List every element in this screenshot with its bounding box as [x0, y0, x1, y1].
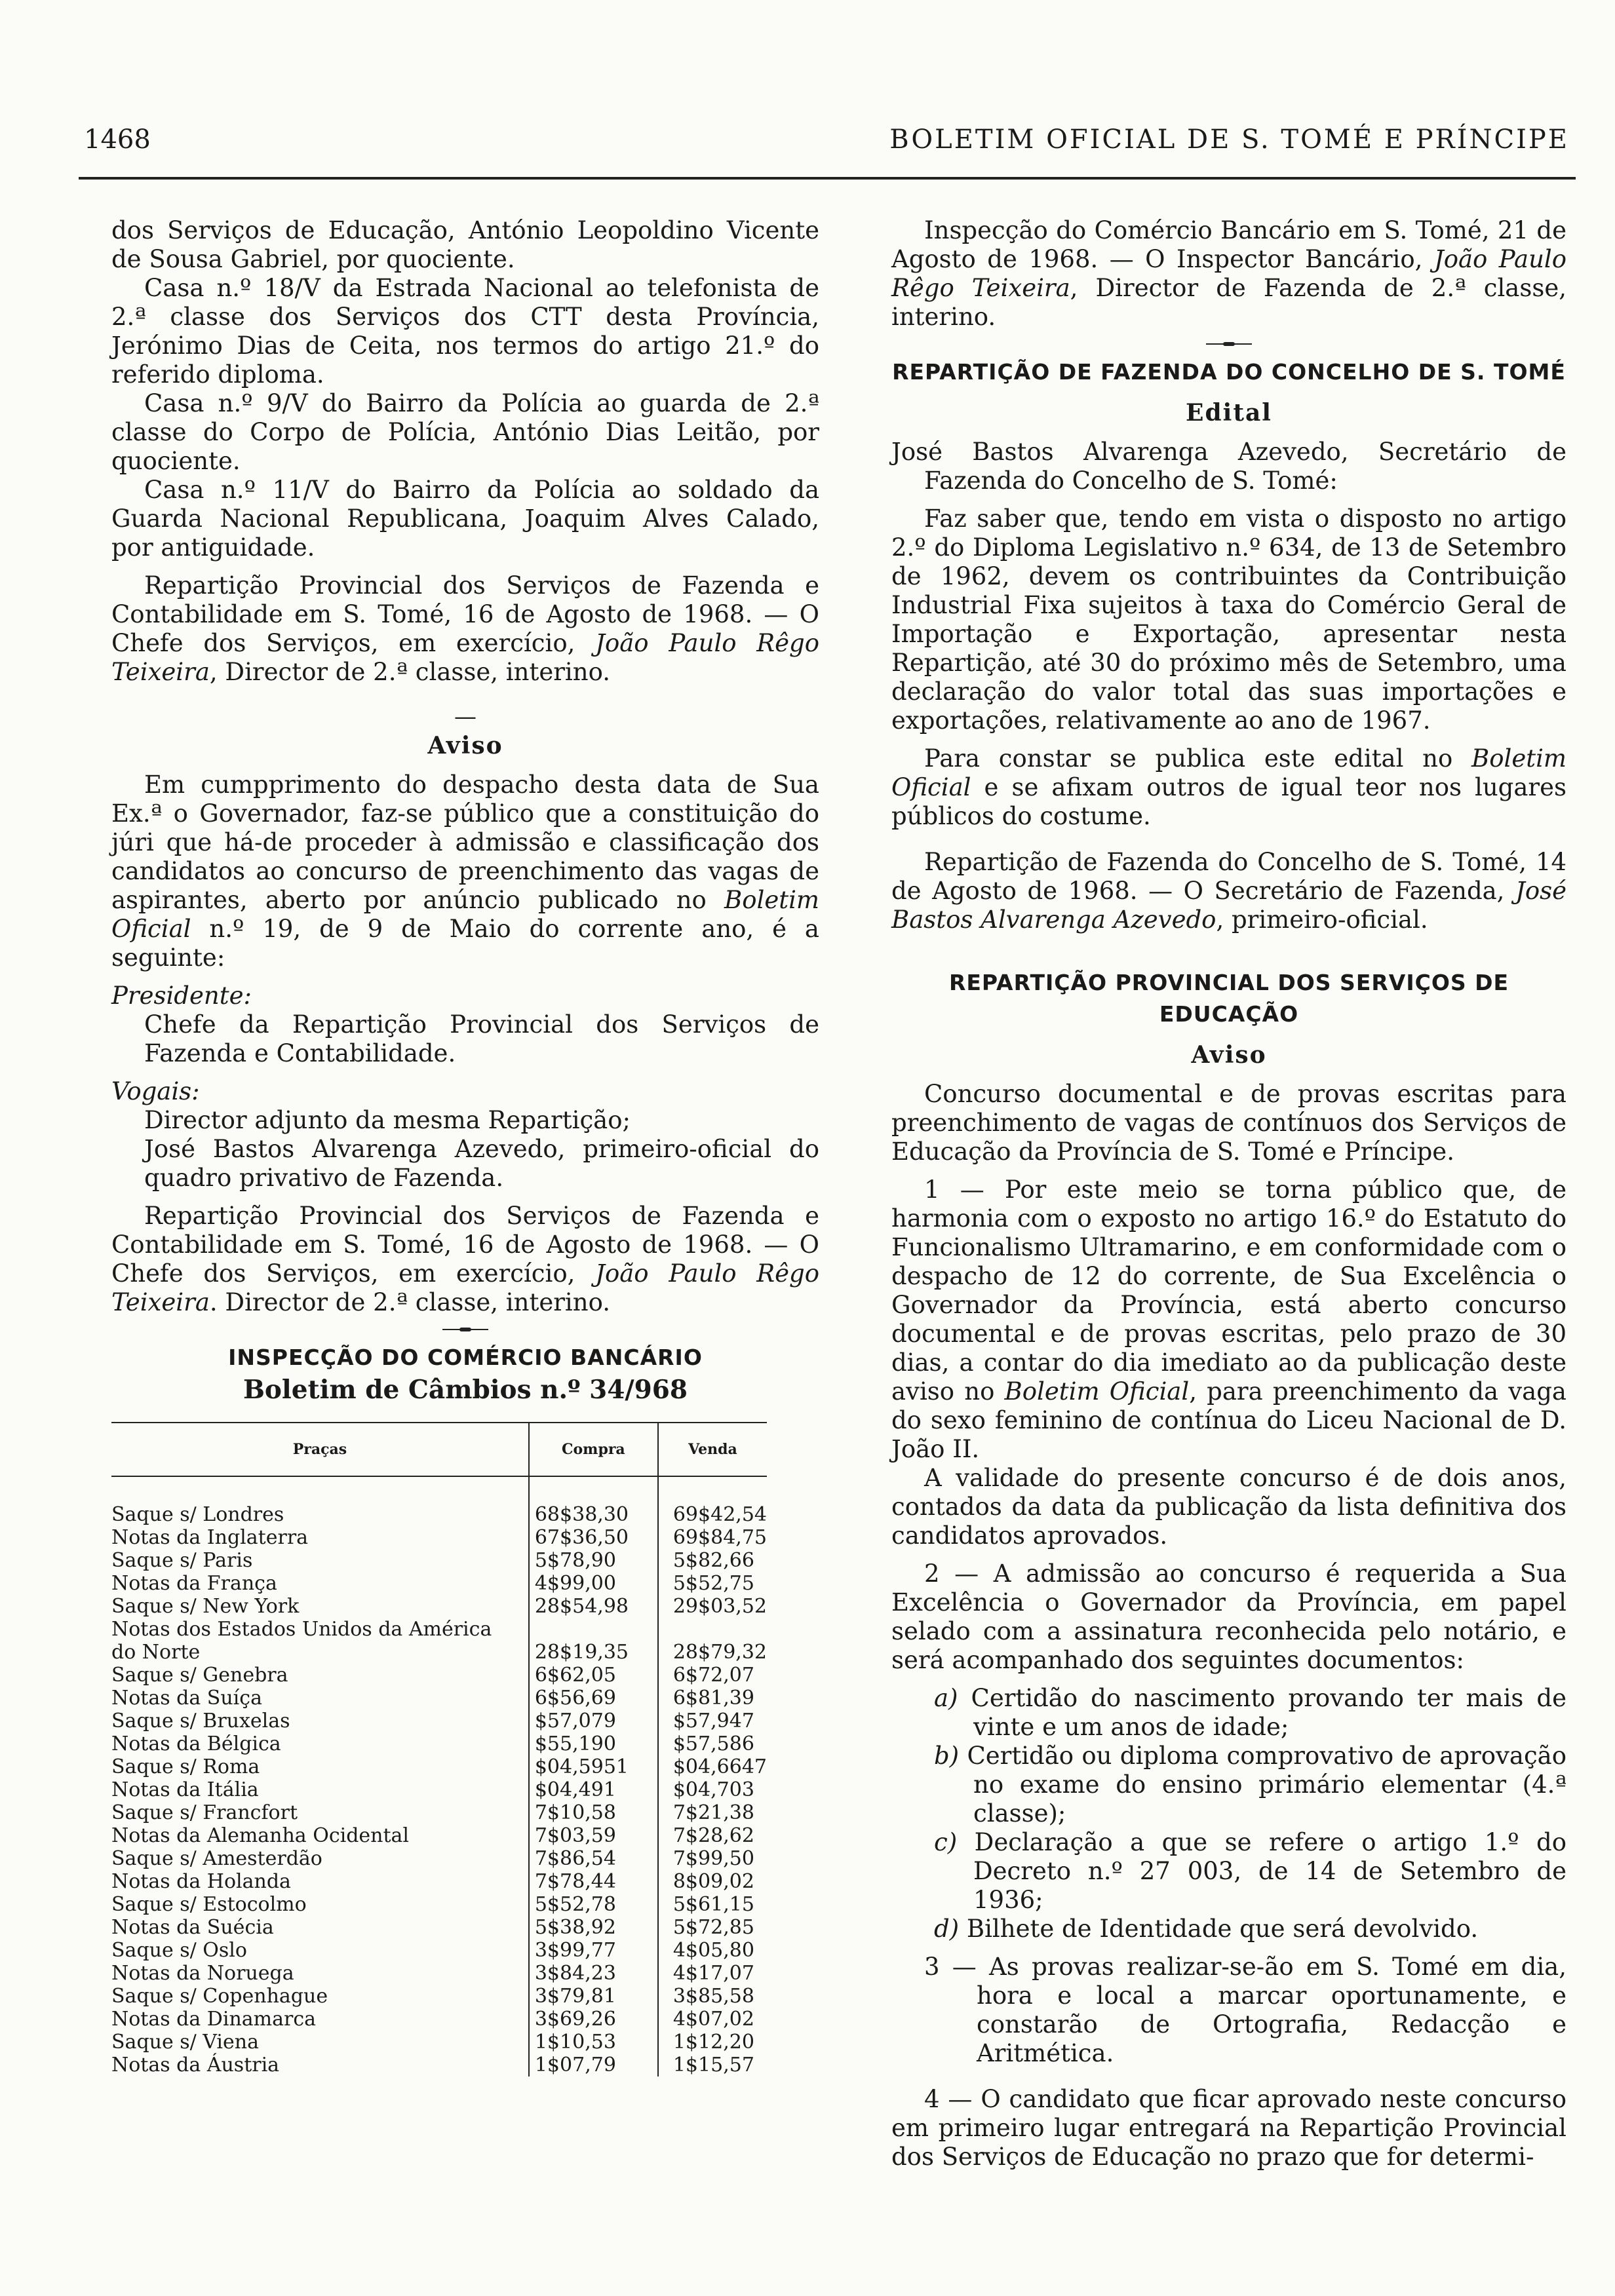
praca-cell: Notas dos Estados Unidos da América — [111, 1618, 492, 1641]
compra-cell: 3$69,26 — [529, 2008, 658, 2031]
documents-list — [891, 1684, 1566, 1943]
praca-cell: Notas da Alemanha Ocidental — [111, 1824, 410, 1847]
venda-cell: 69$42,54 — [672, 1503, 767, 1526]
praca-cell: do Norte — [111, 1641, 201, 1664]
document-item — [891, 1742, 1566, 1828]
concurso-item-2: 2 — A admissão ao concurso é requerida a Sua Excelência o Governador da Província, em papel selado com a assinatura reconhecida pelo notário, e será acompanhado dos seguintes documentos: — [891, 1559, 1566, 1674]
section-ornament — [1206, 342, 1252, 346]
document-item — [891, 1915, 1566, 1943]
concurso-item-3: 3 — As provas realizar-se-ão em S. Tomé em dia, hora e local a marcar oportunamente, e constarão de Ortografia, Redacção e Aritmética. — [924, 1953, 1566, 2067]
right-column — [891, 216, 1566, 2172]
table-row — [111, 1985, 767, 2008]
venda-cell: $04,6647 — [672, 1755, 767, 1778]
section-ornament — [442, 1328, 488, 1331]
presidente-label: Presidente: — [111, 982, 252, 1010]
compra-cell — [529, 1618, 658, 1641]
cambios-title: Boletim de Câmbios n.º 34/968 — [243, 1375, 688, 1405]
compra-cell: 67$36,50 — [529, 1526, 658, 1549]
compra-cell: 3$84,23 — [529, 1962, 658, 1985]
signatory-name: João Paulo Rêgo Teixeira — [891, 245, 1567, 302]
compra-cell: 3$79,81 — [529, 1985, 658, 2008]
table-row — [111, 1916, 767, 1939]
signature-paragraph: Repartição Provincial dos Serviços de Fazenda e Contabilidade em S. Tomé, 16 de Agosto de 1968. — O Chefe dos Serviços, em exercício, João Paulo Rêgo Teixeira, Director de 2.ª classe, interino. — [111, 571, 819, 686]
praca-cell: Saque s/ Copenhague — [111, 1985, 328, 2008]
vogal-item: José Bastos Alvarenga Azevedo, primeiro-oficial do quadro privativo de Fazenda. — [144, 1135, 819, 1192]
table-row — [111, 1801, 767, 1824]
housing-item: Casa n.º 9/V do Bairro da Polícia ao guarda de 2.ª classe do Corpo de Polícia, António Dias Leitão, por quociente. — [111, 389, 819, 475]
venda-cell: 5$82,66 — [672, 1549, 754, 1572]
venda-cell: 7$99,50 — [672, 1847, 754, 1870]
table-header-venda: Venda — [658, 1423, 767, 1476]
table-row — [111, 2054, 767, 2076]
praca-cell: Saque s/ Paris — [111, 1549, 253, 1572]
concurso-item-1: 1 — Por este meio se torna público que, de harmonia com o exposto no artigo 16.º do Estatuto do Funcionalismo Ultramarino, e em conformidade com o despacho de 12 do corrente, de Sua Excelência o Governador da Província, está aberto concurso documental e de provas escritas, pelo prazo de 30 dias, a contar do dia imediato ao da publicação deste aviso no Boletim Oficial, para preenchimento da vaga do sexo feminino de contínua do Liceu Nacional de D. João II. — [891, 1176, 1566, 1463]
compra-cell: 7$78,44 — [529, 1870, 658, 1893]
document-item — [891, 1828, 1566, 1915]
edital-signature: Repartição de Fazenda do Concelho de S. Tomé, 14 de Agosto de 1968. — O Secretário de Fazenda, José Bastos Alvarenga Azevedo, primeiro-oficial. — [891, 848, 1566, 934]
compra-cell: 7$03,59 — [529, 1824, 658, 1847]
housing-item: Casa n.º 11/V do Bairro da Polícia ao soldado da Guarda Nacional Republicana, Joaquim Alves Calado, por antiguidade. — [111, 476, 819, 562]
signatory-name: João Paulo Rêgo Teixeira — [111, 1259, 819, 1316]
compra-cell: 5$52,78 — [529, 1893, 658, 1916]
table-row — [111, 1755, 767, 1778]
praca-cell: Saque s/ Amesterdão — [111, 1847, 322, 1870]
venda-cell: 1$15,57 — [672, 2054, 754, 2076]
compra-cell: 28$54,98 — [529, 1595, 658, 1618]
table-row — [111, 1939, 767, 1962]
header-rule — [79, 177, 1576, 180]
compra-cell: 5$38,92 — [529, 1916, 658, 1939]
praca-cell: Saque s/ Genebra — [111, 1664, 288, 1687]
compra-cell: $57,079 — [529, 1710, 658, 1732]
exchange-rate-table — [111, 1422, 767, 2076]
left-column — [111, 216, 819, 2076]
table-row — [111, 1893, 767, 1916]
rep-educacao-title: REPARTIÇÃO PROVINCIAL DOS SERVIÇOS DE EDUCAÇÃO — [948, 970, 1509, 1027]
validade-paragraph: A validade do presente concurso é de dois anos, contados da data da publicação da lista definitiva dos candidatos aprovados. — [891, 1464, 1566, 1550]
table-row — [111, 1476, 767, 1526]
praca-cell: Notas da Suíça — [111, 1687, 262, 1710]
table-row — [111, 1687, 767, 1710]
table-row — [111, 2031, 767, 2054]
aviso-title: Aviso — [427, 732, 503, 759]
vogais-label: Vogais: — [111, 1077, 200, 1105]
edital-paragraph: Para constar se publica este edital no Boletim Oficial e se afixam outros de igual teor nos lugares públicos do costume. — [891, 744, 1566, 830]
edital-author: José Bastos Alvarenga Azevedo, Secretário de Fazenda do Concelho de S. Tomé: — [891, 438, 1566, 495]
edital-paragraph: Faz saber que, tendo em vista o disposto no artigo 2.º do Diploma Legislativo n.º 634, de 13 de Setembro de 1962, devem os contribuintes da Contribuição Industrial Fixa sujeitos à taxa do Comércio Geral de Importação e Exportação, apresentar nesta Repartição, até 30 do próximo mês de Setembro, uma declaração do valor total das suas importações e exportações, relativamente ao ano de 1967. — [891, 505, 1566, 735]
table-row — [111, 1870, 767, 1893]
compra-cell: 5$78,90 — [529, 1549, 658, 1572]
compra-cell: 28$19,35 — [529, 1641, 658, 1664]
document-item-text: Certidão ou diploma comprovativo de aprovação no exame do ensino primário elementar (4.ª classe); — [967, 1742, 1566, 1827]
document-item — [891, 1684, 1566, 1742]
praca-cell: Notas da Inglaterra — [111, 1526, 309, 1549]
venda-cell: 69$84,75 — [672, 1526, 767, 1549]
venda-cell: 5$52,75 — [672, 1572, 754, 1595]
compra-cell: 7$86,54 — [529, 1847, 658, 1870]
section-dash: — — [454, 704, 477, 730]
compra-cell: 1$07,79 — [529, 2054, 658, 2076]
praca-cell: Notas da Suécia — [111, 1916, 274, 1939]
compra-cell: 3$99,77 — [529, 1939, 658, 1962]
venda-cell: 4$05,80 — [672, 1939, 754, 1962]
compra-cell: 1$10,53 — [529, 2031, 658, 2054]
venda-cell: 6$72,07 — [672, 1664, 754, 1687]
table-row — [111, 1641, 767, 1664]
venda-cell: 1$12,20 — [672, 2031, 754, 2054]
venda-cell: 3$85,58 — [672, 1985, 754, 2008]
praca-cell: Saque s/ New York — [111, 1595, 300, 1618]
table-row — [111, 1549, 767, 1572]
praca-cell: Saque s/ Francfort — [111, 1801, 298, 1824]
signatory-name: João Paulo Rêgo Teixeira — [111, 629, 819, 686]
venda-cell: 5$72,85 — [672, 1916, 754, 1939]
venda-cell: 29$03,52 — [672, 1595, 767, 1618]
page-number: 1468 — [84, 124, 151, 155]
venda-cell: 5$61,15 — [672, 1893, 754, 1916]
venda-cell: 6$81,39 — [672, 1687, 754, 1710]
praca-cell: Saque s/ Londres — [111, 1503, 284, 1526]
venda-cell: 7$21,38 — [672, 1801, 754, 1824]
praca-cell: Notas da Noruega — [111, 1962, 294, 1985]
compra-cell: $04,491 — [529, 1778, 658, 1801]
edital-title: Edital — [1186, 399, 1272, 427]
table-row — [111, 1618, 767, 1641]
vogal-item: Director adjunto da mesma Repartição; — [144, 1106, 631, 1134]
table-row — [111, 1526, 767, 1549]
compra-cell: 6$56,69 — [529, 1687, 658, 1710]
publication-title: BOLETIM OFICIAL DE S. TOMÉ E PRÍNCIPE — [889, 124, 1569, 155]
table-row — [111, 1824, 767, 1847]
compra-cell: $55,190 — [529, 1732, 658, 1755]
compra-cell: 68$38,30 — [529, 1476, 658, 1526]
document-item-label: a) — [934, 1684, 958, 1712]
compra-cell: 4$99,00 — [529, 1572, 658, 1595]
table-row — [111, 1664, 767, 1687]
concurso-intro: Concurso documental e de provas escritas para preenchimento de vagas de contínuos dos Serviços de Educação da Província de S. Tomé e Príncipe. — [891, 1080, 1566, 1166]
praca-cell: Saque s/ Bruxelas — [111, 1710, 290, 1732]
praca-cell: Saque s/ Estocolmo — [111, 1893, 307, 1916]
praca-cell: Notas da Áustria — [111, 2054, 280, 2076]
signature-paragraph: Repartição Provincial dos Serviços de Fazenda e Contabilidade em S. Tomé, 16 de Agosto de 1968. — O Chefe dos Serviços, em exercício, João Paulo Rêgo Teixeira. Director de 2.ª classe, interino. — [111, 1202, 819, 1316]
document-item-label: c) — [934, 1828, 958, 1856]
table-row — [111, 1572, 767, 1595]
praca-cell: Notas da Holanda — [111, 1870, 291, 1893]
document-item-label: b) — [934, 1742, 960, 1770]
praca-cell: Saque s/ Viena — [111, 2031, 259, 2054]
document-item-text: Declaração a que se refere o artigo 1.º do Decreto n.º 27 003, de 14 de Setembro de 1936; — [973, 1828, 1567, 1914]
table-header-compra: Compra — [529, 1423, 658, 1476]
venda-cell: 8$09,02 — [672, 1870, 754, 1893]
compra-cell: 7$10,58 — [529, 1801, 658, 1824]
venda-cell: 4$17,07 — [672, 1962, 754, 1985]
document-item-text: Bilhete de Identidade que será devolvido. — [966, 1915, 1479, 1943]
praca-cell: Saque s/ Roma — [111, 1755, 260, 1778]
table-row — [111, 1710, 767, 1732]
table-row — [111, 2008, 767, 2031]
compra-cell: $04,5951 — [529, 1755, 658, 1778]
praca-cell: Notas da Dinamarca — [111, 2008, 317, 2031]
venda-cell: 28$79,32 — [672, 1641, 767, 1664]
compra-cell: 6$62,05 — [529, 1664, 658, 1687]
praca-cell: Saque s/ Oslo — [111, 1939, 247, 1962]
concurso-item-4: 4 — O candidato que ficar aprovado neste concurso em primeiro lugar entregará na Repartição Provincial dos Serviços de Educação no prazo que for determi- — [891, 2085, 1566, 2171]
aviso-paragraph: Em cumpprimento do despacho desta data de Sua Ex.ª o Governador, faz-se público que a constituição do júri que há-de proceder à admissão e classificação dos candidatos ao concurso de preenchimento das vagas de aspirantes, aberto por anúncio publicado no Boletim Oficial n.º 19, de 9 de Maio do corrente ano, é a seguinte: — [111, 771, 819, 972]
table-header-pracas: Praças — [111, 1423, 529, 1476]
venda-cell: $04,703 — [672, 1778, 754, 1801]
housing-item: Casa n.º 18/V da Estrada Nacional ao telefonista de 2.ª classe dos Serviços dos CTT desta Província, Jerónimo Dias de Ceita, nos termos do artigo 21.º do referido diploma. — [111, 274, 819, 389]
table-row — [111, 1847, 767, 1870]
signatory-name: José Bastos Alvarenga Azevedo — [891, 877, 1566, 934]
praca-cell: Notas da França — [111, 1572, 277, 1595]
venda-cell: 7$28,62 — [672, 1824, 754, 1847]
praca-cell: Notas da Itália — [111, 1778, 259, 1801]
table-row — [111, 1595, 767, 1618]
venda-cell: $57,586 — [672, 1732, 754, 1755]
presidente-text: Chefe da Repartição Provincial dos Serviços de Fazenda e Contabilidade. — [144, 1010, 819, 1067]
venda-cell: 4$07,02 — [672, 2008, 754, 2031]
inspeccao-signature: Inspecção do Comércio Bancário em S. Tomé, 21 de Agosto de 1968. — O Inspector Bancário, João Paulo Rêgo Teixeira, Director de Fazenda de 2.ª classe, interino. — [891, 216, 1567, 331]
venda-cell — [658, 1618, 767, 1641]
aviso2-title: Aviso — [1191, 1041, 1267, 1069]
intro-paragraph: dos Serviços de Educação, António Leopoldino Vicente de Sousa Gabriel, por quociente. — [111, 216, 819, 273]
table-row — [111, 1732, 767, 1755]
rep-fazenda-title: REPARTIÇÃO DE FAZENDA DO CONCELHO DE S. TOMÉ — [892, 359, 1566, 385]
table-row — [111, 1778, 767, 1801]
praca-cell: Notas da Bélgica — [111, 1732, 281, 1755]
document-item-text: Certidão do nascimento provando ter mais de vinte e um anos de idade; — [971, 1684, 1567, 1741]
table-row — [111, 1962, 767, 1985]
venda-cell: $57,947 — [672, 1710, 754, 1732]
inspeccao-title: INSPECÇÃO DO COMÉRCIO BANCÁRIO — [228, 1345, 703, 1370]
document-item-label: d) — [934, 1915, 960, 1943]
